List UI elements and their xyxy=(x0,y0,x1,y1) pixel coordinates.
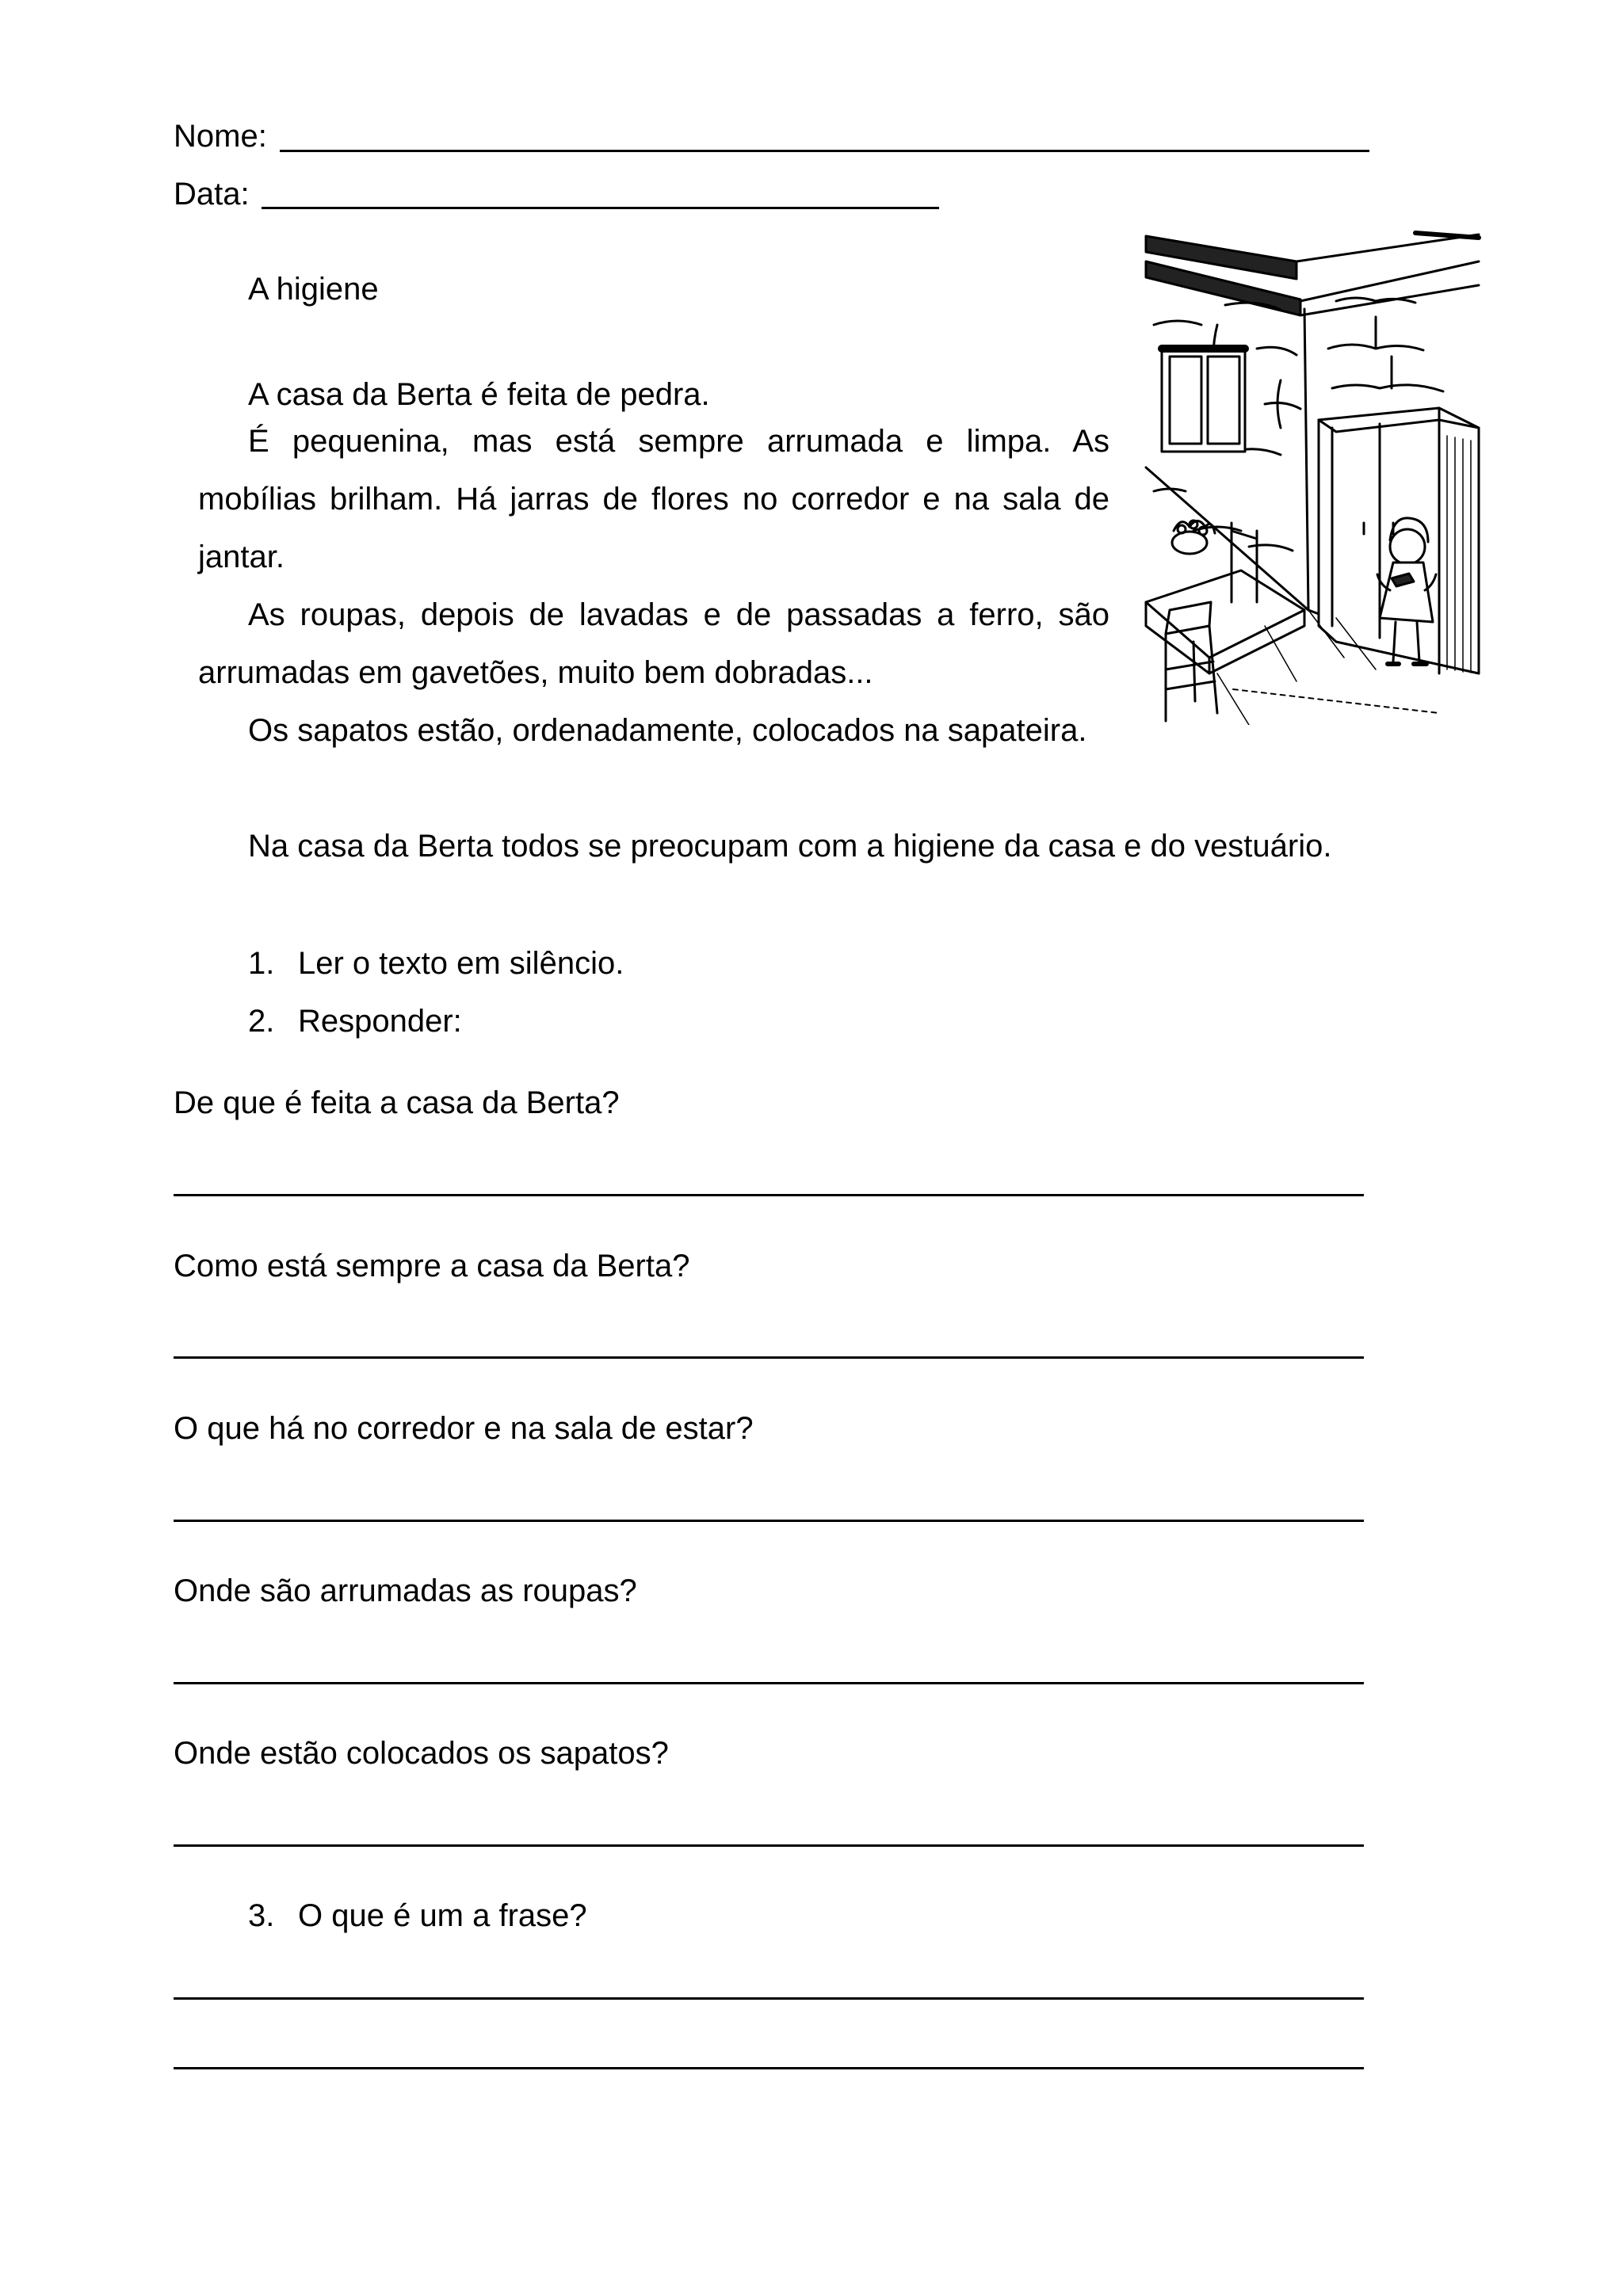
final-answer-line-1[interactable] xyxy=(174,1997,1364,2000)
story-paragraph-4: Os sapatos estão, ordenadamente, colocados na sapateira. xyxy=(248,713,1087,748)
question-5: Onde estão colocados os sapatos? xyxy=(174,1736,669,1771)
answer-line-3[interactable] xyxy=(174,1520,1364,1522)
name-answer-line[interactable] xyxy=(280,150,1369,152)
question-2: Como está sempre a casa da Berta? xyxy=(174,1249,690,1283)
final-question-number: 3. xyxy=(248,1898,275,1933)
answer-line-2[interactable] xyxy=(174,1356,1364,1359)
answer-line-5[interactable] xyxy=(174,1844,1364,1847)
name-label: Nome: xyxy=(174,119,267,154)
room-illustration xyxy=(1138,230,1487,725)
story-title: A higiene xyxy=(248,272,379,307)
answer-line-1[interactable] xyxy=(174,1194,1364,1196)
instruction-1-number: 1. xyxy=(248,946,275,981)
story-paragraph-2: É pequenina, mas está sempre arrumada e limpa. As mobílias brilham. Há jarras de flores no corredor e na sala de jantar. xyxy=(198,424,1109,574)
answer-line-4[interactable] xyxy=(174,1682,1364,1684)
instruction-2-number: 2. xyxy=(248,1004,275,1039)
date-answer-line[interactable] xyxy=(262,207,939,209)
question-1: De que é feita a casa da Berta? xyxy=(174,1085,620,1120)
final-answer-line-2[interactable] xyxy=(174,2067,1364,2069)
date-label: Data: xyxy=(174,177,250,212)
story-paragraph-5: Na casa da Berta todos se preocupam com a higiene da casa e do vestuário. xyxy=(248,829,1332,864)
story-paragraph-3: As roupas, depois de lavadas e de passadas a ferro, são arrumadas em gavetões, muito bem dobradas... xyxy=(198,597,1109,690)
question-4: Onde são arrumadas as roupas? xyxy=(174,1573,637,1608)
story-paragraph-1: A casa da Berta é feita de pedra. xyxy=(248,377,710,412)
instruction-2-text: Responder: xyxy=(298,1004,462,1039)
final-question-text: O que é um a frase? xyxy=(298,1898,587,1933)
instruction-1-text: Ler o texto em silêncio. xyxy=(298,946,624,981)
question-3: O que há no corredor e na sala de estar? xyxy=(174,1411,754,1446)
